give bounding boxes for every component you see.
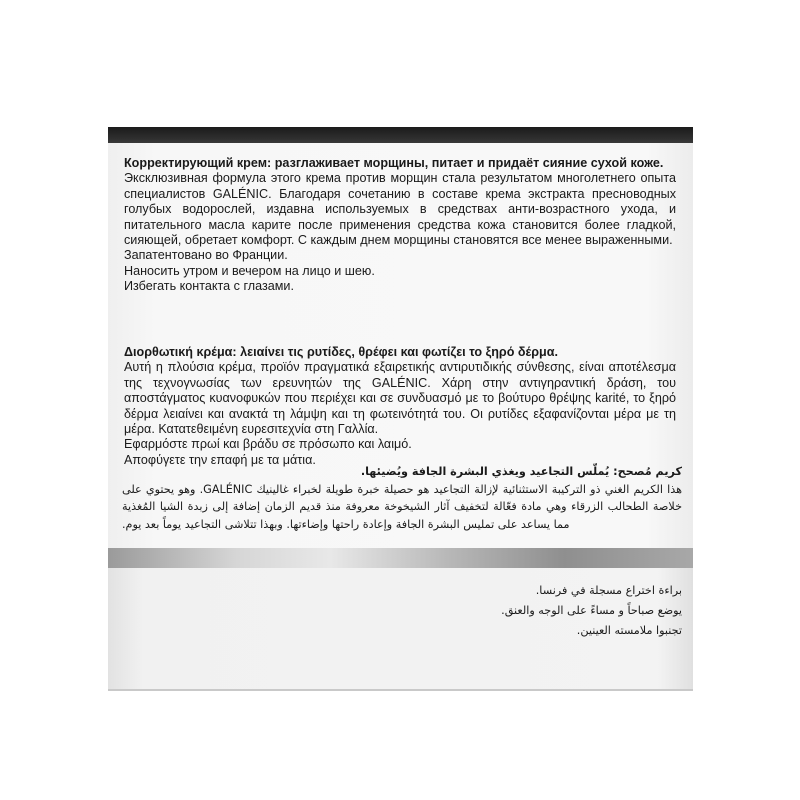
russian-usage: Наносить утром и вечером на лицо и шею. [124,263,375,278]
greek-usage: Εφαρμόστε πρωί και βράδυ σε πρόσωπο και λαιμό. [124,437,412,452]
greek-body: Αυτή η πλούσια κρέμα, προϊόν πραγματικά εξαιρετικής αντιρυτιδικής σύνθεσης, είναι αποτέλεσμα της τεχνογνωσίας των ερευνητών της GALÉNIC. Χάρη στην αντιγηραντική δράση, του αποστάγματος κυανοφυκών που περιέχει και σε συνδυασμό με το βούτυρο θρέψης karité, το ξηρό δέρμα λειαίνει και ανακτά τη λάμψη και τη φωτεινότητά του. Οι ρυτίδες εξαφανίζονται μέρα με τη μέρα. Κατατεθειμένη ευρεσιτεχνία στη Γαλλία. [124,360,676,437]
arabic-caution: تجنبوا ملامسته العينين. [576,623,682,637]
box-bottom-line [108,689,693,691]
arabic-body: هذا الكريم الغني ذو التركيبة الاستثنائية لإزالة التجاعيد هو حصيلة خبرة طويلة لخبراء غالينيك GALÉNIC. وهو يحتوي على خلاصة الطحالب الزرقاء وهي مادة فعّالة لتخفيف آثار الشيخوخة معروفة منذ قديم الزمان إضافة إلى زبدة الشيا المُغذية مما يساعد على تمليس البشرة الجافة وإعادة راحتها وإضاءتها. وبهذا تتلاشى التجاعيد يوماً بعد يوم. [122,482,682,531]
russian-patent: Запатентовано во Франции. [124,248,288,263]
russian-text-block [124,156,676,295]
russian-caution: Избегать контакта с глазами. [124,279,294,294]
arabic-notes-block [122,581,682,640]
russian-body: Эксклюзивная формула этого крема против морщин стала результатом многолетнего опыта специалистов GALÉNIC. Благодаря сочетанию в составе крема экстракта пресноводных голубых водорослей, издавна используемых в средствах анти-возрастного ухода, и питательного масла карите после применения средства кожа становится более гладкой, сияющей, обретает комфорт. С каждым днем морщины становятся все менее выраженными. [124,171,676,248]
russian-headline: Корректирующий крем: разглаживает морщины, питает и придаёт сияние сухой коже. [124,156,664,170]
arabic-patent: براءة اختراع مسجلة في فرنسا. [535,584,682,597]
arabic-text-block [122,463,682,533]
arabic-headline: كريم مُصحح: يُملّس التجاعيد ويغذي البشرة الجافة ويُضيئها. [360,465,682,478]
arabic-usage: يوضع صباحاً و مساءً على الوجه والعنق. [501,603,682,617]
box-top-band [108,127,693,143]
greek-text-block [124,345,676,468]
greek-caution: Αποφύγετε την επαφή με τα μάτια. [124,452,316,467]
box-bottom-edge [108,548,693,568]
greek-headline: Διορθωτική κρέμα: λειαίνει τις ρυτίδες, θρέφει και φωτίζει το ξηρό δέρμα. [124,345,558,359]
